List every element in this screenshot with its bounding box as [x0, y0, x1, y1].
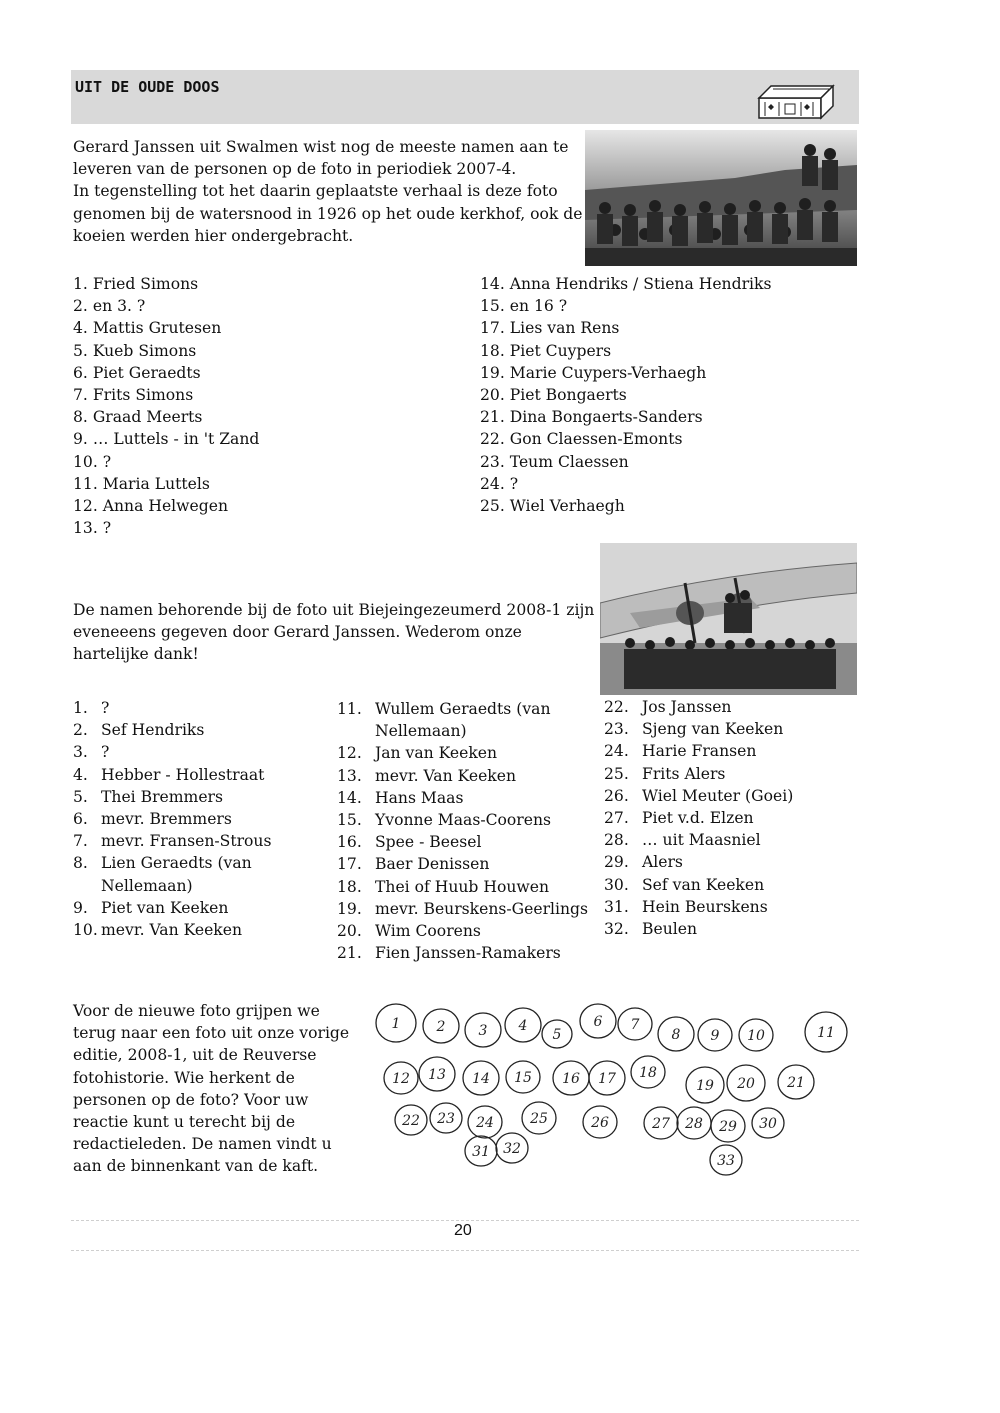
list-item: 8. Lien Geraedts (van Nellemaan) — [73, 854, 252, 895]
list-item: 6. Piet Geraedts — [73, 363, 201, 382]
list-item: 7. mevr. Fransen-Strous — [73, 832, 272, 851]
list-item: 21. Fien Janssen-Ramakers — [337, 944, 561, 963]
circle-number: 14 — [472, 1071, 490, 1087]
circle-number: 30 — [759, 1116, 777, 1132]
circle-number: 15 — [514, 1070, 532, 1086]
list-item: 21. Dina Bongaerts-Sanders — [480, 408, 703, 427]
list-item: 25. Wiel Verhaegh — [480, 497, 625, 516]
numbered-circle — [553, 1061, 589, 1095]
list-item: 13. ? — [73, 519, 112, 538]
numbered-circle — [677, 1107, 711, 1139]
list-item: 25. Frits Alers — [604, 764, 726, 783]
list-item: 13. mevr. Van Keeken — [337, 766, 517, 785]
numbered-circle — [727, 1065, 765, 1101]
numbered-circle — [589, 1061, 625, 1095]
circle-number: 23 — [437, 1111, 455, 1127]
list-item: 24. ? — [480, 474, 519, 493]
list-item: 1. Fried Simons — [73, 275, 199, 293]
list-item: 8. Graad Meerts — [73, 408, 203, 427]
list-item: 15. Yvonne Maas-Coorens — [337, 811, 552, 830]
numbered-circle — [465, 1136, 497, 1166]
list-item: 3. ? — [73, 743, 110, 762]
numbered-circle — [631, 1056, 665, 1088]
numbered-circle — [618, 1008, 652, 1040]
numbered-circle — [468, 1106, 502, 1138]
list-item: 11. Wullem Geraedts (van Nellemaan) — [337, 700, 551, 741]
circle-number: 13 — [428, 1067, 446, 1083]
list-item: 9. … Luttels - in 't Zand — [73, 430, 260, 449]
list-item: 29. Alers — [604, 853, 683, 872]
circle-number: 27 — [652, 1116, 670, 1132]
list-item: 17. Baer Denissen — [337, 855, 490, 874]
names-list-2-col2 — [337, 698, 597, 964]
page — [71, 70, 859, 1255]
list-item: 2. Sef Hendriks — [73, 721, 205, 740]
numbered-circle — [463, 1061, 499, 1095]
circle-number: 4 — [518, 1018, 528, 1034]
numbered-circle — [376, 1004, 416, 1042]
circle-number: 26 — [591, 1115, 609, 1131]
circle-number: 29 — [719, 1119, 737, 1135]
names-list-2-col3 — [604, 696, 859, 940]
circle-number: 31 — [472, 1144, 490, 1160]
list-item: 20. Piet Bongaerts — [480, 386, 627, 405]
circle-number: 25 — [530, 1111, 548, 1127]
list-item: 19. mevr. Beurskens-Geerlings — [337, 899, 589, 918]
numbered-circle — [686, 1067, 724, 1103]
list-item: 22. Gon Claessen-Emonts — [480, 430, 683, 449]
circle-number: 5 — [552, 1027, 562, 1043]
list-item: 28. … uit Maasniel — [604, 831, 761, 850]
numbered-circle — [384, 1062, 418, 1094]
list-item: 2. en 3. ? — [73, 297, 146, 316]
list-item: 12. Anna Helwegen — [73, 497, 229, 516]
list-item: 10. ? — [73, 452, 112, 471]
list-item: 22. Jos Janssen — [604, 698, 732, 716]
list-item: 11. Maria Luttels — [73, 474, 210, 493]
list-item: 18. Thei of Huub Houwen — [337, 877, 550, 896]
list-item: 5. Kueb Simons — [73, 341, 197, 360]
circle-number: 3 — [478, 1023, 488, 1039]
list-item: 23. Sjeng van Keeken — [604, 720, 784, 739]
circle-number: 1 — [391, 1016, 401, 1032]
list-item: 14. Hans Maas — [337, 788, 464, 807]
circle-number: 24 — [476, 1115, 494, 1131]
circle-number: 20 — [737, 1076, 755, 1092]
names-list-1-right — [480, 273, 771, 517]
list-item: 1. ? — [73, 699, 110, 717]
list-item: 27. Piet v.d. Elzen — [604, 809, 754, 828]
numbered-circle — [506, 1061, 540, 1093]
list-item: 26. Wiel Meuter (Goei) — [604, 786, 794, 805]
circle-number: 12 — [392, 1071, 410, 1087]
numbered-circle — [583, 1106, 617, 1138]
list-item: 16. Spee - Beesel — [337, 833, 482, 852]
treasure-chest-icon — [751, 80, 841, 120]
list-item: 32. Beulen — [604, 920, 697, 939]
numbered-circle — [658, 1017, 694, 1051]
circle-number: 7 — [630, 1017, 640, 1033]
footer-rule-bottom — [71, 1250, 859, 1251]
numbered-circle — [496, 1133, 528, 1163]
numbered-circle — [752, 1108, 784, 1138]
list-item: 19. Marie Cuypers-Verhaegh — [480, 363, 707, 382]
list-item: 9. Piet van Keeken — [73, 898, 229, 917]
list-item: 12. Jan van Keeken — [337, 744, 498, 763]
numbered-circle — [711, 1110, 745, 1142]
circle-number: 18 — [639, 1065, 657, 1081]
page-number: 20 — [454, 1222, 472, 1239]
list-item: 14. Anna Hendriks / Stiena Hendriks — [480, 275, 772, 293]
numbered-circle — [505, 1008, 541, 1042]
list-item: 23. Teum Claessen — [480, 452, 629, 471]
list-item: 15. en 16 ? — [480, 297, 568, 316]
numbered-circle — [710, 1145, 742, 1175]
footer-rule — [71, 1220, 859, 1221]
circle-number: 11 — [817, 1025, 835, 1041]
circle-number: 28 — [685, 1116, 703, 1132]
circle-number: 21 — [787, 1075, 805, 1091]
intro-paragraph-2: De namen behorende bij de foto uit Biejeingezeumerd 2008-1 zijn eveneeens gegeven door Gerard Janssen. Wederom onze hartelijke dank! — [73, 601, 595, 664]
list-item: 18. Piet Cuypers — [480, 341, 612, 360]
list-item: 10. mevr. Van Keeken — [73, 921, 243, 940]
list-item: 24. Harie Fransen — [604, 742, 757, 761]
list-item: 20. Wim Coorens — [337, 922, 481, 941]
circle-number: 10 — [747, 1028, 765, 1044]
circle-number: 32 — [503, 1141, 521, 1157]
list-item: 31. Hein Beurskens — [604, 897, 768, 916]
list-item: 30. Sef van Keeken — [604, 875, 765, 894]
intro-text-1b: In tegenstelling tot het daarin geplaatste verhaal is deze foto genomen bij de watersnood in 1926 op het oude kerkhof, ook de koeien werden hier ondergebracht. — [73, 182, 583, 245]
numbered-circle — [580, 1004, 616, 1038]
numbered-circle — [805, 1012, 847, 1052]
numbered-circle — [419, 1057, 455, 1091]
names-list-2-col1 — [73, 697, 328, 941]
numbered-circle — [698, 1019, 732, 1051]
list-item: 4. Mattis Grutesen — [73, 319, 222, 338]
numbered-circle — [423, 1009, 459, 1043]
list-item: 7. Frits Simons — [73, 386, 194, 405]
intro-paragraph-1 — [73, 136, 583, 247]
intro-paragraph-3: Voor de nieuwe foto grijpen we terug naar een foto uit onze vorige editie, 2008-1, uit de Reuverse fotohistorie. Wie herkent de personen op de foto? Voor uw reactie kunt u terecht bij de redactieleden. De namen vindt u aan de binnenkant van de kaft. — [73, 1002, 350, 1176]
circle-number: 33 — [717, 1153, 735, 1169]
numbered-circle — [739, 1019, 773, 1051]
list-item: 17. Lies van Rens — [480, 319, 620, 338]
numbered-circle — [430, 1103, 462, 1133]
numbered-circle — [465, 1013, 501, 1047]
numbered-circle — [644, 1107, 678, 1139]
numbered-circle — [522, 1102, 556, 1134]
names-list-1-left — [73, 273, 259, 539]
circle-number: 6 — [593, 1014, 603, 1030]
numbered-circle — [778, 1065, 814, 1099]
circle-number: 8 — [671, 1027, 681, 1043]
circle-number: 17 — [598, 1071, 616, 1087]
section-header — [71, 70, 859, 124]
circle-number: 9 — [710, 1028, 720, 1044]
section-title: UIT DE OUDE DOOS — [75, 78, 220, 96]
numbered-circle — [542, 1020, 572, 1048]
circle-number: 2 — [436, 1019, 446, 1035]
numbered-circle — [395, 1105, 427, 1135]
list-item: 4. Hebber - Hollestraat — [73, 765, 265, 784]
flood-group-photo — [585, 130, 857, 266]
circle-number: 22 — [402, 1113, 420, 1129]
list-item: 5. Thei Bremmers — [73, 787, 224, 806]
airplane-group-photo — [600, 543, 857, 695]
list-item: 6. mevr. Bremmers — [73, 810, 232, 829]
circle-number: 19 — [696, 1078, 714, 1094]
numbered-circles-diagram — [371, 990, 861, 1250]
circle-number: 16 — [562, 1071, 580, 1087]
intro-text-1a: Gerard Janssen uit Swalmen wist nog de meeste namen aan te leveren van de personen op de foto in periodiek 2007-4. — [73, 138, 569, 179]
